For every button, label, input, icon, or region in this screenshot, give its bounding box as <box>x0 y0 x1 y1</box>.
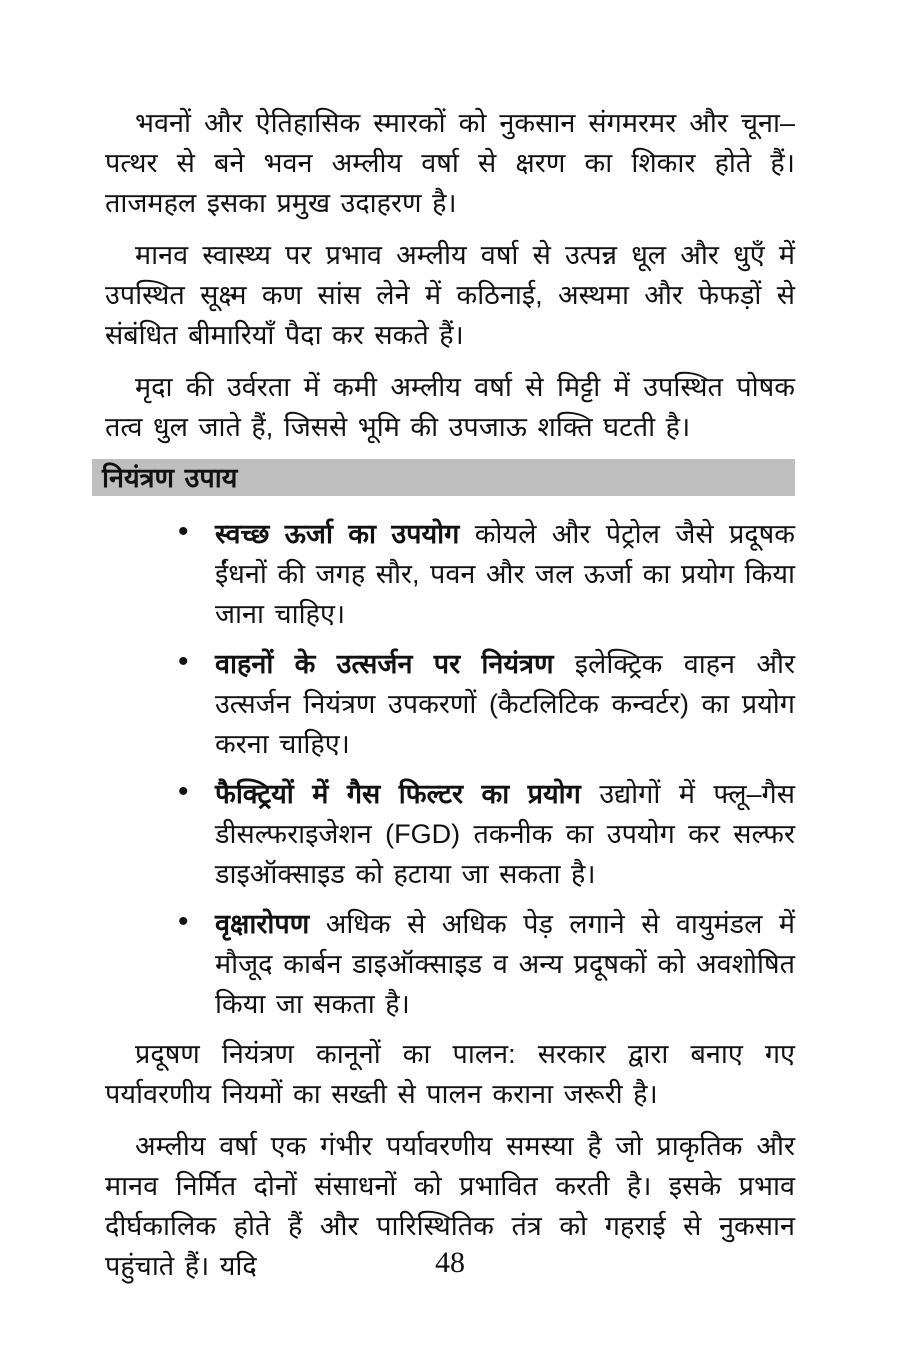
section-heading-bar <box>92 459 795 496</box>
list-item-vehicle-emissions <box>105 644 795 764</box>
bullet-lead: स्वच्छ ऊर्जा का उपयोग <box>215 519 460 549</box>
paragraph-soil-fertility: मृदा की उर्वरता में कमी अम्लीय वर्षा से मिट्टी में उपस्थित पोषक तत्व धुल जाते हैं, जिससे भूमि की उपजाऊ शक्ति घटती है। <box>105 372 795 442</box>
paragraph-buildings-damage: भवनों और ऐतिहासिक स्मारकों को नुकसान संगमरमर और चूना–पत्थर से बने भवन अम्लीय वर्षा से क्षरण का शिकार होते हैं। ताजमहल इसका प्रमुख उदाहरण है। <box>105 108 795 218</box>
list-item-tree-planting <box>105 904 795 1024</box>
bullet-text: उद्योगों में फ्लू–गैस डीसल्फराइजेशन (FGD) तकनीक का उपयोग कर सल्फर डाइऑक्साइड को हटाया जा सकता है। <box>215 779 795 889</box>
paragraph-conclusion: अम्लीय वर्षा एक गंभीर पर्यावरणीय समस्या है जो प्राकृतिक और मानव निर्मित दोनों संसाधनों को प्रभावित करती है। इसके प्रभाव दीर्घकालिक होते हैं और पारिस्थितिक तंत्र को गहराई से नुकसान पहुंचाते हैं। यदि <box>105 1131 795 1281</box>
bullet-text: अधिक से अधिक पेड़ लगाने से वायुमंडल में मौजूद कार्बन डाइऑक्साइड व अन्य प्रदूषकों को अवशोषित किया जा सकता है। <box>215 909 795 1019</box>
bullet-list <box>105 514 795 1024</box>
paragraph-pollution-laws: प्रदूषण नियंत्रण कानूनों का पालन: सरकार द्वारा बनाए गए पर्यावरणीय नियमों का सख्ती से पालन कराना जरूरी है। <box>105 1039 795 1109</box>
bullet-text: इलेक्ट्रिक वाहन और उत्सर्जन नियंत्रण उपकरणों (कैटलिटिक कन्वर्टर) का प्रयोग करना चाहिए। <box>215 649 795 759</box>
list-item-clean-energy <box>105 514 795 634</box>
bullet-icon: • <box>178 645 189 678</box>
bullet-lead: वृक्षारोपण <box>215 909 310 939</box>
page-number: 48 <box>435 1246 465 1279</box>
bullet-icon: • <box>178 515 189 548</box>
list-item-gas-filters <box>105 774 795 894</box>
paragraph-health-impact: मानव स्वास्थ्य पर प्रभाव अम्लीय वर्षा से उत्पन्न धूल और धुएँ में उपस्थित सूक्ष्म कण सांस लेने में कठिनाई, अस्थमा और फेफड़ों से संबंधित बीमारियाँ पैदा कर सकते हैं। <box>105 240 795 350</box>
bullet-lead: वाहनों के उत्सर्जन पर नियंत्रण <box>215 649 554 679</box>
bullet-icon: • <box>178 905 189 938</box>
bullet-lead: फैक्ट्रियों में गैस फिल्टर का प्रयोग <box>215 779 581 809</box>
section-heading-label: नियंत्रण उपाय <box>102 462 238 493</box>
bullet-icon: • <box>178 775 189 808</box>
bullet-text: कोयले और पेट्रोल जैसे प्रदूषक ईंधनों की जगह सौर, पवन और जल ऊर्जा का प्रयोग किया जाना चाहिए। <box>215 519 795 629</box>
page-content <box>102 103 795 1298</box>
